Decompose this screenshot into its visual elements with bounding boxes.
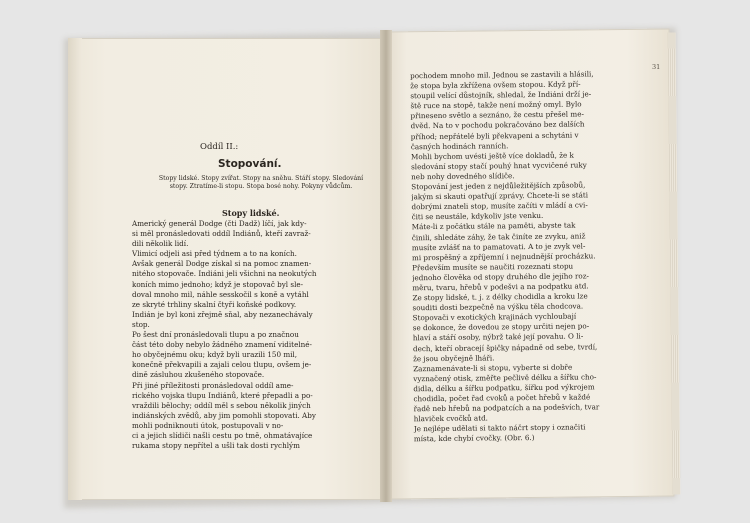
right-line: že stopa byla zkřížena ovšem stopou. Když pří- <box>410 79 581 91</box>
right-line: stoupil velící důstojník, shledal, že Indiáni drží je- <box>410 89 592 101</box>
left-line: stop. <box>132 319 150 329</box>
right-line: didla, délku a šířku podpatku, šířku pod výkrojem <box>413 382 595 394</box>
left-line: vraždili bělochy; oddíl měl s sebou několik jiných <box>132 400 311 410</box>
right-line: ště ruce na stopě, takže není možný omyl. Bylo <box>410 99 582 111</box>
right-line: se dokonce, že dovedou ze stopy určiti nejen po- <box>412 321 590 333</box>
left-line: doval mnoho mil, náhle sesskočil s koně a vytáhl <box>132 289 309 299</box>
left-line: ho obyčejnému oku; když byli urazili 150 mil, <box>132 350 298 360</box>
left-page-text <box>132 219 368 451</box>
right-line: že jsou obyčejně lháři. <box>413 353 495 363</box>
right-line: jakým si skauti opatřují zprávy. Chcete-li se státi <box>411 190 589 202</box>
right-line: neb nohy dovedného slídiče. <box>411 171 515 182</box>
right-line: musíte zvlášť na to pamatovati. A to je zvyk vel- <box>411 241 586 252</box>
right-line: souditi dosti bezpečně na výšku těla chodcova. <box>412 301 584 313</box>
left-line: indiánských zvědů, aby jim pomohli stopovati. Aby <box>132 410 316 420</box>
right-line: Zaznamenávate-li si stopu, vyberte si dobře <box>413 362 573 373</box>
left-line: Při jiné příležitosti pronásledoval oddíl ame- <box>132 380 294 390</box>
right-line: dvěd. Na to v pochodu pokračováno bez dalších <box>410 119 585 131</box>
left-line: Vlimicí odjeli asi před týdnem a to na koních. <box>132 249 297 259</box>
left-line: Indián je byl koni zřejmě sňal, aby nezanechávaly <box>132 309 313 319</box>
right-line: jednoho člověka od stopy druhého dle jejího roz- <box>412 271 589 283</box>
right-line: přineseno světlo a seznáno, že cestu přešel me- <box>410 109 584 121</box>
right-line: sledování stopy stačí pouhý hnat vycvičené ruky <box>411 160 587 172</box>
left-line: rického vojska tlupu Indiánů, které přepadli a po- <box>132 390 313 400</box>
right-line: vyznačený otisk, změřte pečlivě délku a šířku cho- <box>413 372 597 384</box>
right-line: Máte-li z počátku stále na paměti, abyste tak <box>411 220 576 232</box>
subheading: Stopy lidské. <box>222 208 280 218</box>
right-line: Především musíte se naučiti rozeznati stopu <box>412 261 574 273</box>
left-line: Avšak generál Dodge získal si na pomoc znamen- <box>132 259 312 269</box>
left-line: dili několik lidí. <box>132 239 189 249</box>
right-line: příhod; nepřátelé byli překvapeni a schytáni v <box>410 130 579 141</box>
right-line: Ze stopy lidské, t. j. z délky chodidla a kroku lze <box>412 291 588 303</box>
left-line: si měl pronásledovati oddíl Indiánů, kteří zavraž- <box>132 229 311 239</box>
chapter-title: Stopování. <box>218 158 282 170</box>
right-page-text <box>410 69 654 445</box>
left-line: část této doby nebylo žádného znamení viditelné- <box>132 340 312 350</box>
left-line: mohli podniknouti útok, postupovali v no- <box>132 420 284 430</box>
right-line: hlaviček cvočků atd. <box>413 413 489 424</box>
book-gutter <box>380 30 392 502</box>
left-line: dině zásluhou zkušeného stopovače. <box>132 370 265 380</box>
page-number: 31 <box>652 63 661 71</box>
right-line: pochodem mnoho mil. Jednou se zastavili a hlásili, <box>410 69 594 81</box>
right-line: mi prospěšný a zpříjemní i nejnudnější procházku. <box>411 251 596 262</box>
right-line: hlaví a stáří osoby, nýbrž také její povahu. O li- <box>412 331 584 343</box>
right-line: dobrými znateli stop, musíte začíti v mládí a cvi- <box>411 200 588 212</box>
right-line: činili, shledáte záhy, že tak činíte ze zvyku, aniž <box>411 230 586 242</box>
right-line: měru, tvaru, hřebů v podešvi a na podpatku atd. <box>412 281 589 293</box>
right-line: Je nejlépe udělati si takto náčrt stopy i označiti <box>413 422 586 434</box>
right-line: Stopování jest jeden z nejdůležitějších způsobů, <box>411 180 586 192</box>
left-line: koních mimo jednoho; když je stopovač byl sle- <box>132 279 304 289</box>
right-line: dech, kteří obracejí špičky nápadně od sebe, tvrdí, <box>412 341 598 353</box>
left-line: ci a jejich slídiči našli cestu po tmě, ohmatávajíce <box>132 430 313 440</box>
chapter-summary: Stopy lidské. Stopy zvířat. Stopy na sněhu. Stáří stopy. Sledování stopy. Ztratíme-li stopu. Stopa bosé nohy. Pokyny vůdcům. <box>158 175 364 190</box>
right-line: chodidla, počet řad cvoků a počet hřebů v každé <box>413 392 591 404</box>
section-label: Oddíl II.: <box>200 142 239 152</box>
right-line: místa, kde chybí cvočky. (Obr. 6.) <box>413 433 535 444</box>
left-line: Americký generál Dodge (čti Dadž) líčí, jak kdy- <box>132 219 307 228</box>
right-line: řadě neb hřebů na podpatcích a na podešvích, tvar <box>413 402 600 414</box>
left-line: konečně překvapili a zajali celou tlupu, ovšem je- <box>132 360 312 370</box>
left-line: rukama stopy nepřítel a ušli tak dosti rychlým <box>132 441 300 451</box>
right-line: Stopovači v exotických krajinách vychloubají <box>412 311 577 323</box>
right-line: Mohli bychom uvésti ještě více dokladů, že k <box>410 150 574 162</box>
left-line: Po šest dní pronásledovali tlupu a po značnou <box>132 330 299 340</box>
right-line: časných hodinách ranních. <box>410 140 509 151</box>
right-line: čiti se neustále, kdykoliv jste venku. <box>411 211 544 222</box>
left-line: nitého stopovače. Indiáni jeli všichni na neokutých <box>132 269 317 279</box>
left-line: ze skryté trhliny skalní čtyři koňské podkovy. <box>132 299 297 309</box>
